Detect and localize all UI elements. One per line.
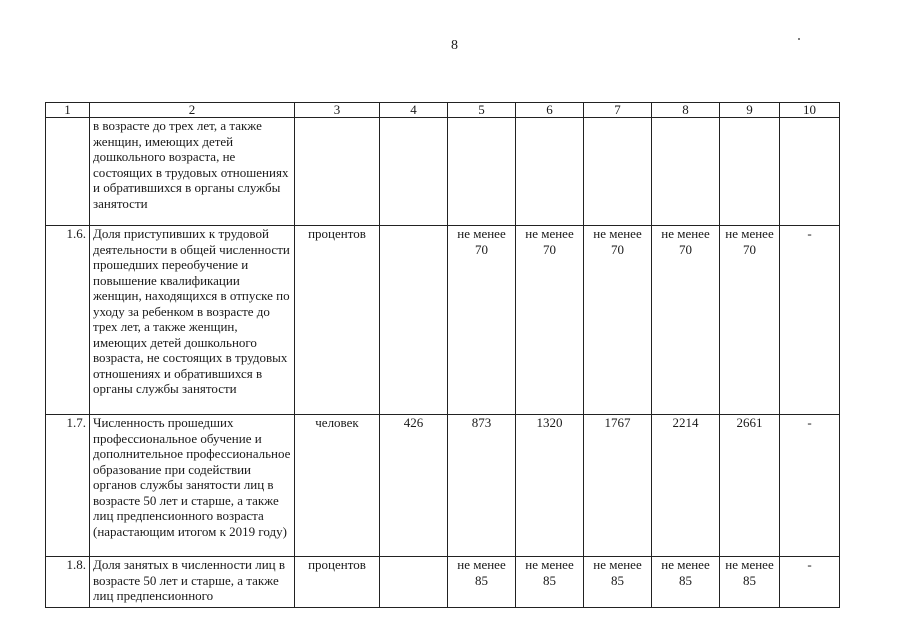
value-cell: 2214 <box>652 415 720 557</box>
header-cell: 5 <box>448 103 516 118</box>
table-row <box>46 226 840 415</box>
indicator-name: Доля приступивших к трудовой деятельности в общей численности прошедших переобучение и повышение квалификации женщин, находящихся в отпуске по уходу за ребенком в возрасте до трех лет, а также женщин, имеющих детей дошкольного возраста, не состоящих в трудовых отношениях и обратившихся в органы службы занятости <box>90 226 295 415</box>
value-cell <box>516 118 584 226</box>
value-cell: - <box>780 226 840 415</box>
row-number: 1.6. <box>46 226 90 415</box>
value-cell: не менее 85 <box>652 557 720 608</box>
table-row <box>46 557 840 608</box>
header-cell: 7 <box>584 103 652 118</box>
value-cell <box>780 118 840 226</box>
header-cell: 8 <box>652 103 720 118</box>
value-cell: не менее 85 <box>448 557 516 608</box>
value-cell: не менее 70 <box>516 226 584 415</box>
value-cell: не менее 70 <box>652 226 720 415</box>
value-cell <box>584 118 652 226</box>
value-cell <box>652 118 720 226</box>
value-cell: 1320 <box>516 415 584 557</box>
header-cell: 10 <box>780 103 840 118</box>
scan-speck <box>798 38 800 40</box>
table-header-row <box>46 103 840 118</box>
value-cell: не менее 85 <box>584 557 652 608</box>
unit-cell: процентов <box>295 226 380 415</box>
value-cell: 873 <box>448 415 516 557</box>
value-cell: не менее 85 <box>720 557 780 608</box>
value-cell: - <box>780 557 840 608</box>
unit-cell: человек <box>295 415 380 557</box>
value-cell: не менее 85 <box>516 557 584 608</box>
value-cell: не менее 70 <box>720 226 780 415</box>
page-number: 8 <box>451 38 458 53</box>
row-number: 1.7. <box>46 415 90 557</box>
value-cell: - <box>780 415 840 557</box>
unit-cell <box>295 118 380 226</box>
value-cell <box>448 118 516 226</box>
header-cell: 1 <box>46 103 90 118</box>
row-number <box>46 118 90 226</box>
header-cell: 6 <box>516 103 584 118</box>
table-row <box>46 118 840 226</box>
header-cell: 4 <box>380 103 448 118</box>
value-cell: не менее 70 <box>448 226 516 415</box>
value-cell <box>380 557 448 608</box>
indicator-name: в возрасте до трех лет, а также женщин, имеющих детей дошкольного возраста, не состоящих в трудовых отношениях и обратившихся в органы службы занятости <box>90 118 295 226</box>
table-row <box>46 415 840 557</box>
value-cell <box>380 118 448 226</box>
row-number: 1.8. <box>46 557 90 608</box>
value-cell: 1767 <box>584 415 652 557</box>
header-cell: 3 <box>295 103 380 118</box>
unit-cell: процентов <box>295 557 380 608</box>
indicators-table <box>45 102 840 608</box>
header-cell: 2 <box>90 103 295 118</box>
value-cell <box>380 226 448 415</box>
value-cell: не менее 70 <box>584 226 652 415</box>
value-cell: 2661 <box>720 415 780 557</box>
value-cell <box>720 118 780 226</box>
header-cell: 9 <box>720 103 780 118</box>
indicator-name: Численность прошедших профессиональное обучение и дополнительное профессиональное образование при содействии органов службы занятости лиц в возрасте 50 лет и старше, а также лиц предпенсионного возраста (нарастающим итогом к 2019 году) <box>90 415 295 557</box>
indicator-name: Доля занятых в численности лиц в возрасте 50 лет и старше, а также лиц предпенсионного <box>90 557 295 608</box>
value-cell: 426 <box>380 415 448 557</box>
